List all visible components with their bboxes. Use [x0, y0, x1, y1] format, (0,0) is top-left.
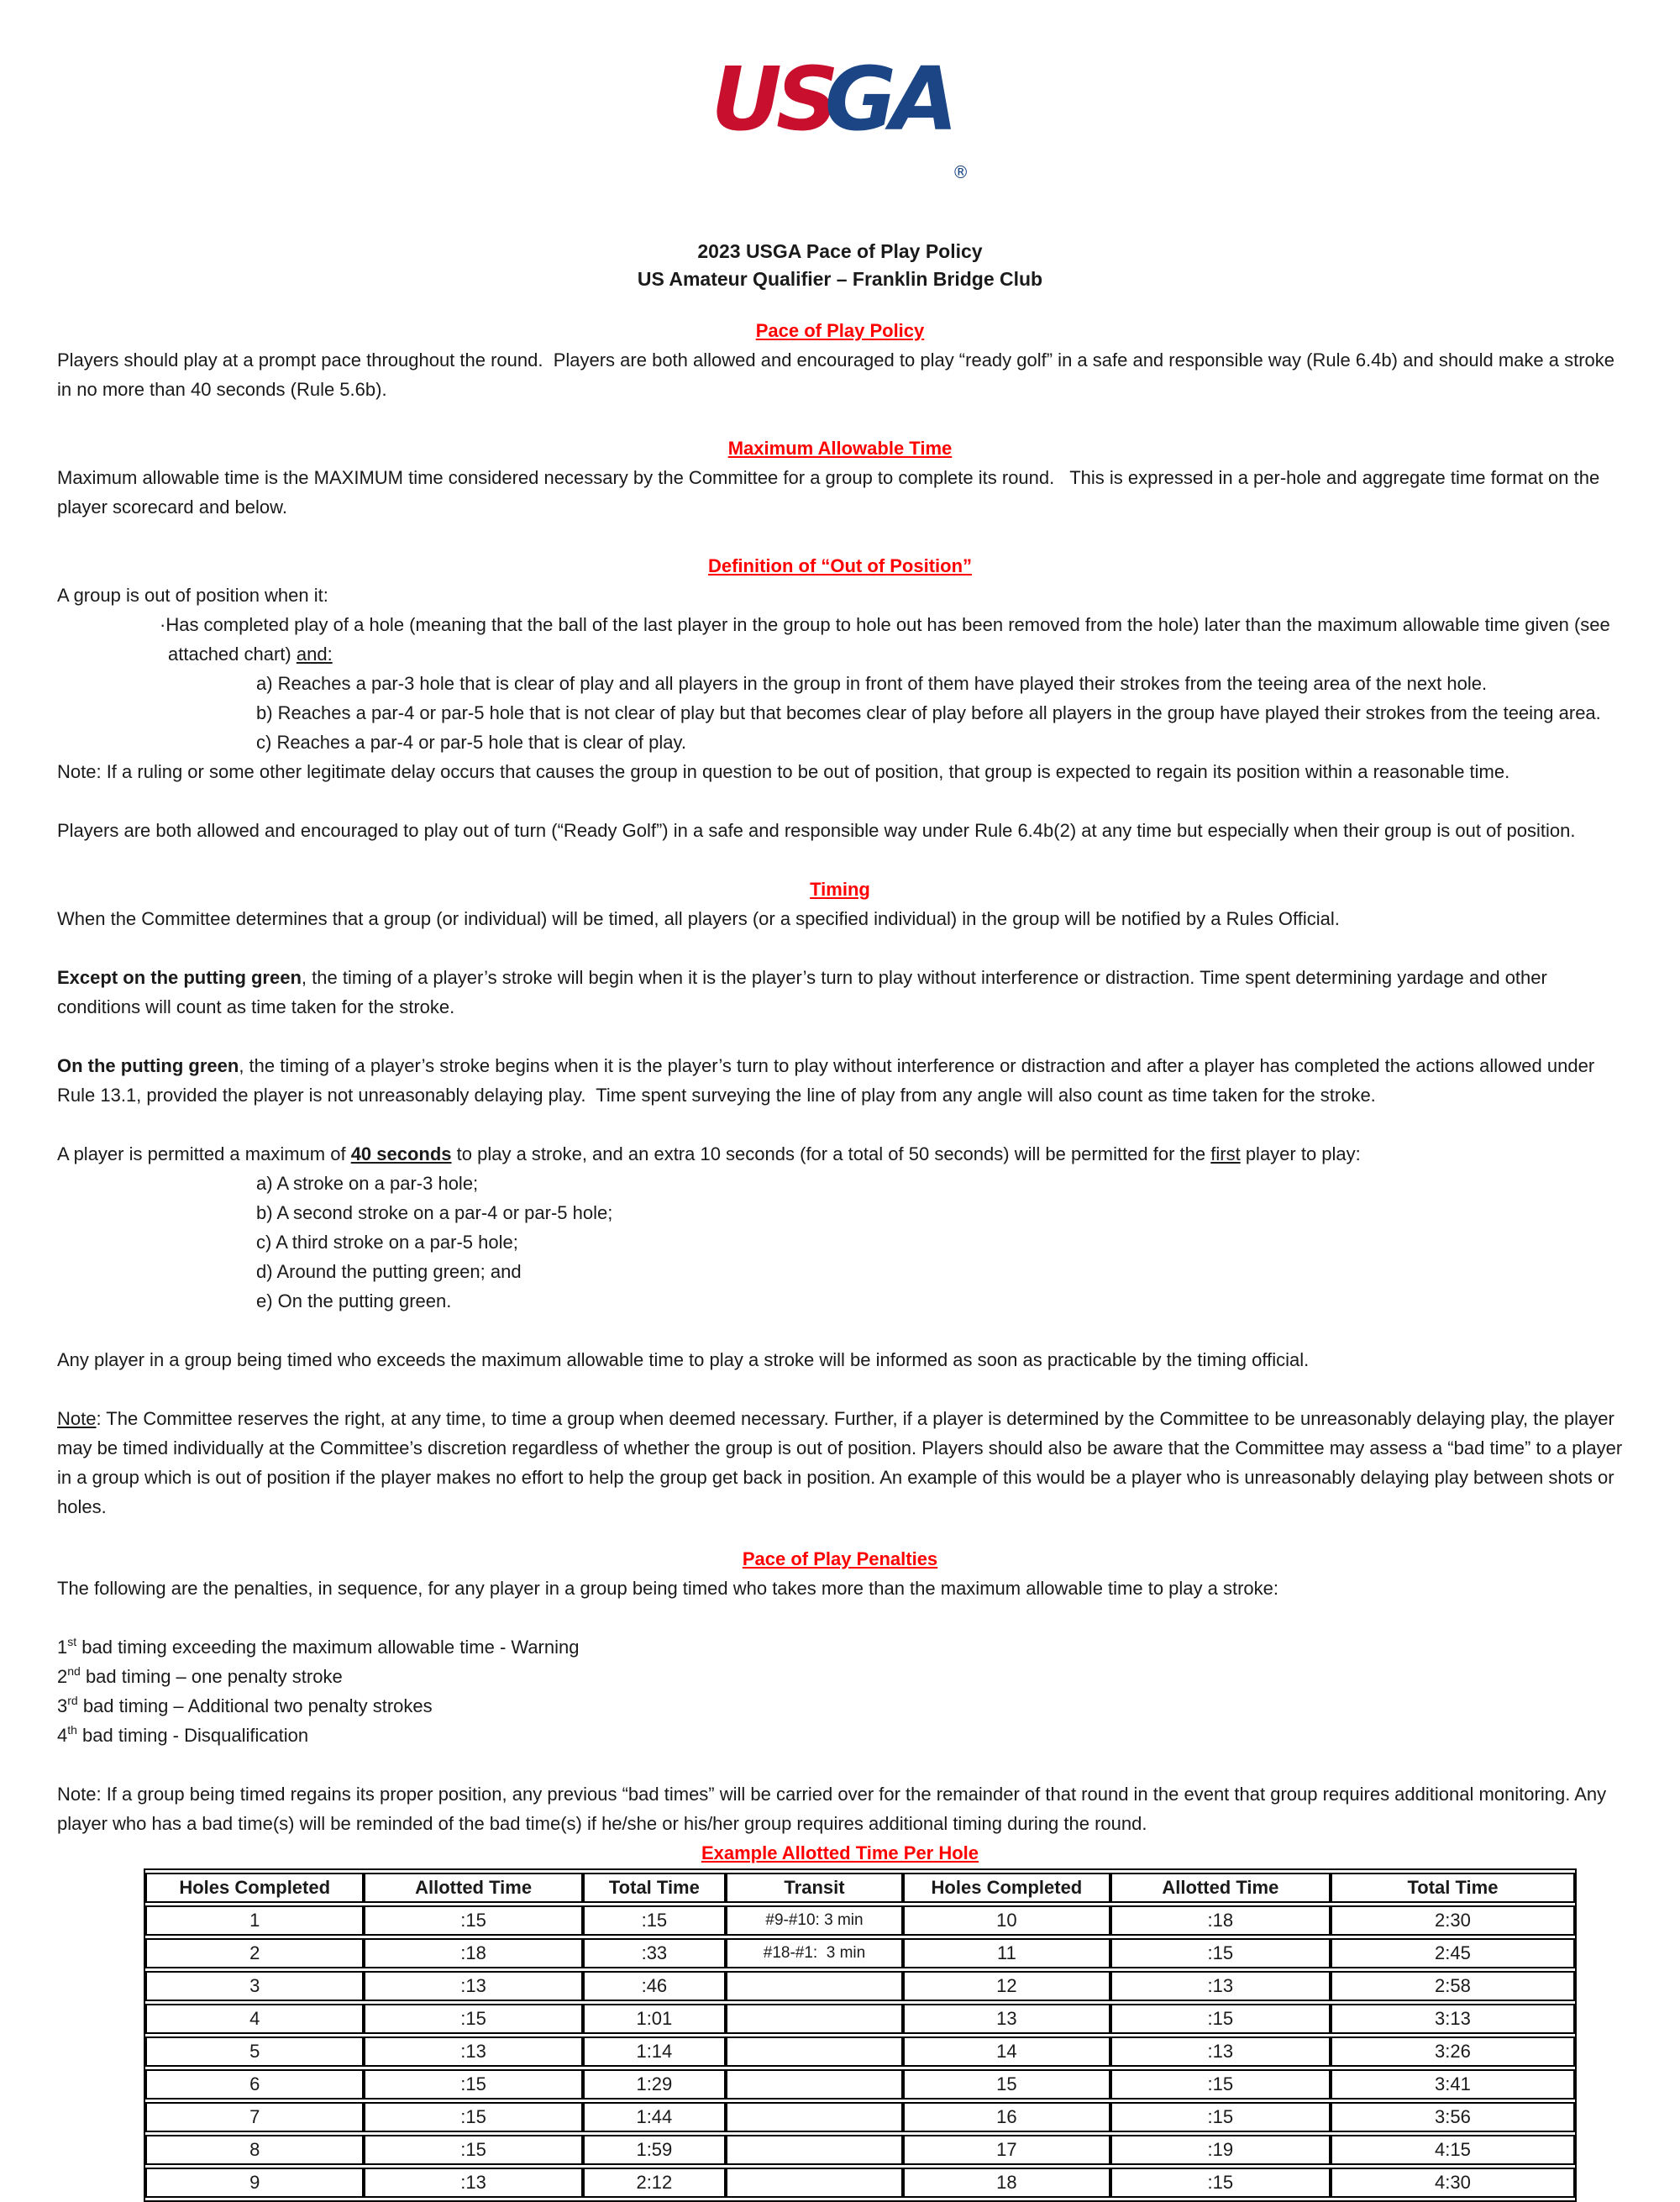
- table-cell: 2:30: [1331, 1905, 1575, 1936]
- table-cell: 1:59: [583, 2135, 726, 2165]
- table-cell: 3:41: [1331, 2069, 1575, 2100]
- pace-policy-paragraph: Players should play at a prompt pace throughout the round. Players are both allowed and encouraged to play “ready golf” in a safe and responsible way (Rule 6.4b) and should make a stroke in no more than 40 seconds (Rule 5.6b).: [57, 349, 1620, 400]
- table-row: [145, 1905, 1575, 1936]
- table-header-cell: Holes Completed: [903, 1873, 1110, 1903]
- table-row: [145, 2004, 1575, 2034]
- table-header-cell: Total Time: [1331, 1873, 1575, 1903]
- timing-note-paragraph: [57, 1404, 1628, 1521]
- ordinal: 2: [57, 1666, 68, 1687]
- blank-line: [57, 786, 1623, 816]
- timing-40-seconds-paragraph: [57, 1139, 1623, 1169]
- table-cell: 2:45: [1331, 1938, 1575, 1968]
- blank-line: [57, 1374, 1623, 1404]
- document-subtitle: US Amateur Qualifier – Franklin Bridge Club: [637, 268, 1043, 290]
- table-cell-transit: [726, 2004, 903, 2034]
- table-cell: :33: [583, 1938, 726, 1968]
- penalty-text: bad timing – Additional two penalty strokes: [77, 1695, 433, 1716]
- maximum-allowable-time-paragraph: Maximum allowable time is the MAXIMUM time considered necessary by the Committee for a group to complete its round. This is expressed in a per-hole and aggregate time format on the player scorecard and below.: [57, 467, 1605, 518]
- table-cell: 1:01: [583, 2004, 726, 2034]
- table-cell: 5: [145, 2036, 364, 2067]
- table-cell: 4:15: [1331, 2135, 1575, 2165]
- first-label: first: [1210, 1143, 1241, 1164]
- list-item: b) Reaches a par-4 or par-5 hole that is not clear of play but that becomes clear of play before all players in the group have played their strokes from the teeing area.: [256, 702, 1601, 723]
- allotted-time-table: [144, 1868, 1577, 2202]
- table-cell: 3:13: [1331, 2004, 1575, 2034]
- table-cell: 15: [903, 2069, 1110, 2100]
- table-cell: 1: [145, 1905, 364, 1936]
- table-cell: :15: [364, 2102, 582, 2132]
- table-header-cell: Allotted Time: [1110, 1873, 1331, 1903]
- table-cell: :15: [364, 2004, 582, 2034]
- ordinal-suffix: nd: [67, 1664, 81, 1678]
- table-cell: 6: [145, 2069, 364, 2100]
- paragraph-text: , the timing of a player’s stroke begins when it is the player’s turn to play without interference or distraction and after a player has completed the actions allowed under Rule 13.1, provided the player is not unreasonably delaying play. Time spent surveying the line of play from any angle will also count as time taken for the stroke.: [57, 1055, 1600, 1106]
- list-item: c) A third stroke on a par-5 hole;: [256, 1232, 518, 1253]
- bold-lead: Except on the putting green: [57, 967, 302, 988]
- out-of-position-bullet: [160, 610, 1623, 669]
- table-cell: :13: [364, 2036, 582, 2067]
- penalties-intro: The following are the penalties, in sequence, for any player in a group being timed who takes more than the maximum allowable time to play a stroke:: [57, 1578, 1279, 1599]
- table-cell: :15: [364, 2135, 582, 2165]
- table-cell: :15: [583, 1905, 726, 1936]
- table-header-row: [145, 1873, 1575, 1903]
- table-cell: 3:56: [1331, 2102, 1575, 2132]
- out-of-position-intro: A group is out of position when it:: [57, 585, 328, 606]
- table-cell: 1:44: [583, 2102, 726, 2132]
- table-cell-transit: [726, 1971, 903, 2001]
- note-label: Note: [57, 1408, 97, 1429]
- bold-lead: On the putting green: [57, 1055, 239, 1076]
- section-heading-maximum-allowable-time: Maximum Allowable Time: [727, 438, 953, 459]
- penalty-item: [57, 1691, 1623, 1721]
- bullet-text: ·Has completed play of a hole (meaning that the ball of the last player in the group to hole out has been removed from the hole) later than the maximum allowable time given (see attached chart): [160, 614, 1615, 665]
- table-cell-transit: [726, 2069, 903, 2100]
- table-row: [145, 1971, 1575, 2001]
- table-cell: :13: [1110, 2036, 1331, 2067]
- table-cell-transit: [726, 2036, 903, 2067]
- blank-line: [57, 1603, 1623, 1632]
- section-heading-penalties: Pace of Play Penalties: [742, 1548, 938, 1569]
- table-header-cell: Allotted Time: [364, 1873, 582, 1903]
- penalties-note: Note: If a group being timed regains its proper position, any previous “bad times” will be carried over for the remainder of that round in the event that group requires additional monitoring. Any player who has a bad time(s) will be reminded of the bad time(s) if he/she or his/her group requires additional timing during the round.: [57, 1784, 1612, 1834]
- table-cell: :13: [1110, 1971, 1331, 2001]
- timing-notify-paragraph: When the Committee determines that a group (or individual) will be timed, all players (or a specified individual) in the group will be notified by a Rules Official.: [57, 908, 1340, 929]
- table-cell: :15: [364, 1905, 582, 1936]
- table-row: [145, 2069, 1575, 2100]
- table-header-cell: Transit: [726, 1873, 903, 1903]
- ordinal: 3: [57, 1695, 68, 1716]
- blank-line: [57, 933, 1623, 963]
- ordinal: 1: [57, 1637, 68, 1658]
- list-item: a) Reaches a par-3 hole that is clear of play and all players in the group in front of them have played their strokes from the teeing area of the next hole.: [256, 673, 1488, 694]
- table-cell: :46: [583, 1971, 726, 2001]
- penalty-text: bad timing – one penalty stroke: [80, 1666, 343, 1687]
- table-cell: 4: [145, 2004, 364, 2034]
- table-cell: 4:30: [1331, 2168, 1575, 2198]
- table-cell-transit: #9-#10: 3 min: [726, 1905, 903, 1936]
- document-title: 2023 USGA Pace of Play Policy: [697, 240, 983, 262]
- table-cell: :18: [364, 1938, 582, 1968]
- table-cell: 7: [145, 2102, 364, 2132]
- blank-line: [57, 1110, 1623, 1139]
- table-cell: :18: [1110, 1905, 1331, 1936]
- table-cell: 1:29: [583, 2069, 726, 2100]
- table-cell: 3:26: [1331, 2036, 1575, 2067]
- ordinal-suffix: th: [67, 1723, 77, 1737]
- penalty-item: [57, 1662, 1623, 1691]
- registered-trademark-icon: ®: [952, 162, 969, 182]
- bullet-and-label: and:: [296, 644, 333, 665]
- penalty-text: bad timing exceeding the maximum allowable time - Warning: [76, 1637, 580, 1658]
- table-cell: 13: [903, 2004, 1110, 2034]
- logo-us-letters: US: [711, 48, 833, 150]
- table-cell-transit: #18-#1: 3 min: [726, 1938, 903, 1968]
- list-item: d) Around the putting green; and: [256, 1261, 522, 1282]
- table-cell-transit: [726, 2168, 903, 2198]
- table-row: [145, 2102, 1575, 2132]
- out-of-position-note: Note: If a ruling or some other legitimate delay occurs that causes the group in question to be out of position, that group is expected to regain its position within a reasonable time.: [57, 761, 1510, 782]
- blank-line: [57, 1316, 1623, 1345]
- table-cell: :15: [1110, 2102, 1331, 2132]
- ready-golf-paragraph: Players are both allowed and encouraged to play out of turn (“Ready Golf”) in a safe and responsible way under Rule 6.4b(2) at any time but especially when their group is out of position.: [57, 820, 1576, 841]
- timing-exceed-paragraph: Any player in a group being timed who exceeds the maximum allowable time to play a stroke will be informed as soon as practicable by the timing official.: [57, 1349, 1310, 1370]
- list-item: c) Reaches a par-4 or par-5 hole that is clear of play.: [256, 732, 686, 753]
- section-heading-timing: Timing: [810, 879, 870, 900]
- list-item: e) On the putting green.: [256, 1290, 452, 1311]
- section-heading-pace-of-play-policy: Pace of Play Policy: [755, 320, 925, 341]
- paragraph-text: A player is permitted a maximum of: [57, 1143, 351, 1164]
- table-cell: 2:58: [1331, 1971, 1575, 2001]
- logo-ga-letters: GA: [824, 48, 953, 150]
- ordinal: 4: [57, 1725, 68, 1746]
- ordinal-suffix: st: [67, 1635, 77, 1648]
- penalty-item: [57, 1632, 1623, 1662]
- table-cell: :15: [1110, 1938, 1331, 1968]
- table-row: [145, 1938, 1575, 1968]
- table-cell: :15: [364, 2069, 582, 2100]
- paragraph-text: player to play:: [1240, 1143, 1361, 1164]
- table-cell: 1:14: [583, 2036, 726, 2067]
- list-item: b) A second stroke on a par-4 or par-5 hole;: [256, 1202, 613, 1223]
- list-item: a) A stroke on a par-3 hole;: [256, 1173, 479, 1194]
- table-cell-transit: [726, 2135, 903, 2165]
- table-header-cell: Holes Completed: [145, 1873, 364, 1903]
- table-header-cell: Total Time: [583, 1873, 726, 1903]
- table-cell: 2:12: [583, 2168, 726, 2198]
- table-cell: 3: [145, 1971, 364, 2001]
- table-cell: :13: [364, 2168, 582, 2198]
- ordinal-suffix: rd: [67, 1694, 78, 1707]
- paragraph-text: : The Committee reserves the right, at any time, to time a group when deemed necessary. Further, if a player is determined by the Committee to be unreasonably delaying play, the player may be timed individually at the Committee’s discretion regardless of whether the group is out of position. Players should also be aware that the Committee may assess a “bad time” to a player in a group which is out of position if the player makes no effort to help the group get back in position. An example of this would be a player who is unreasonably delaying play between shots or holes.: [57, 1408, 1628, 1517]
- table-cell: 14: [903, 2036, 1110, 2067]
- table-cell: 12: [903, 1971, 1110, 2001]
- section-heading-example-allotted-time: Example Allotted Time Per Hole: [701, 1842, 979, 1863]
- penalty-item: [57, 1721, 1623, 1750]
- usga-logo: [57, 48, 1623, 216]
- blank-line: [57, 1750, 1623, 1779]
- allotted-time-table-wrap: [57, 1868, 1623, 2202]
- table-cell: :13: [364, 1971, 582, 2001]
- usga-logo-text: [711, 48, 969, 216]
- table-cell: :15: [1110, 2004, 1331, 2034]
- blank-line: [57, 1022, 1623, 1051]
- timing-on-green-paragraph: [57, 1051, 1623, 1110]
- table-cell: 11: [903, 1938, 1110, 1968]
- paragraph-text: , the timing of a player’s stroke will begin when it is the player’s turn to play without interference or distraction. Time spent determining yardage and other conditions will count as time taken for the stroke.: [57, 967, 1552, 1017]
- table-cell: :15: [1110, 2069, 1331, 2100]
- table-cell: 17: [903, 2135, 1110, 2165]
- table-cell: 18: [903, 2168, 1110, 2198]
- table-cell: :19: [1110, 2135, 1331, 2165]
- table-cell-transit: [726, 2102, 903, 2132]
- table-row: [145, 2135, 1575, 2165]
- table-cell: 10: [903, 1905, 1110, 1936]
- forty-seconds-label: 40 seconds: [350, 1143, 452, 1164]
- table-row: [145, 2168, 1575, 2198]
- table-row: [145, 2036, 1575, 2067]
- section-heading-out-of-position: Definition of “Out of Position”: [707, 555, 973, 576]
- paragraph-text: to play a stroke, and an extra 10 seconds (for a total of 50 seconds) will be permitted for the: [451, 1143, 1211, 1164]
- table-cell: 9: [145, 2168, 364, 2198]
- penalty-text: bad timing - Disqualification: [76, 1725, 309, 1746]
- table-cell: 16: [903, 2102, 1110, 2132]
- table-cell: 8: [145, 2135, 364, 2165]
- timing-except-green-paragraph: [57, 963, 1623, 1022]
- table-cell: 2: [145, 1938, 364, 1968]
- table-cell: :15: [1110, 2168, 1331, 2198]
